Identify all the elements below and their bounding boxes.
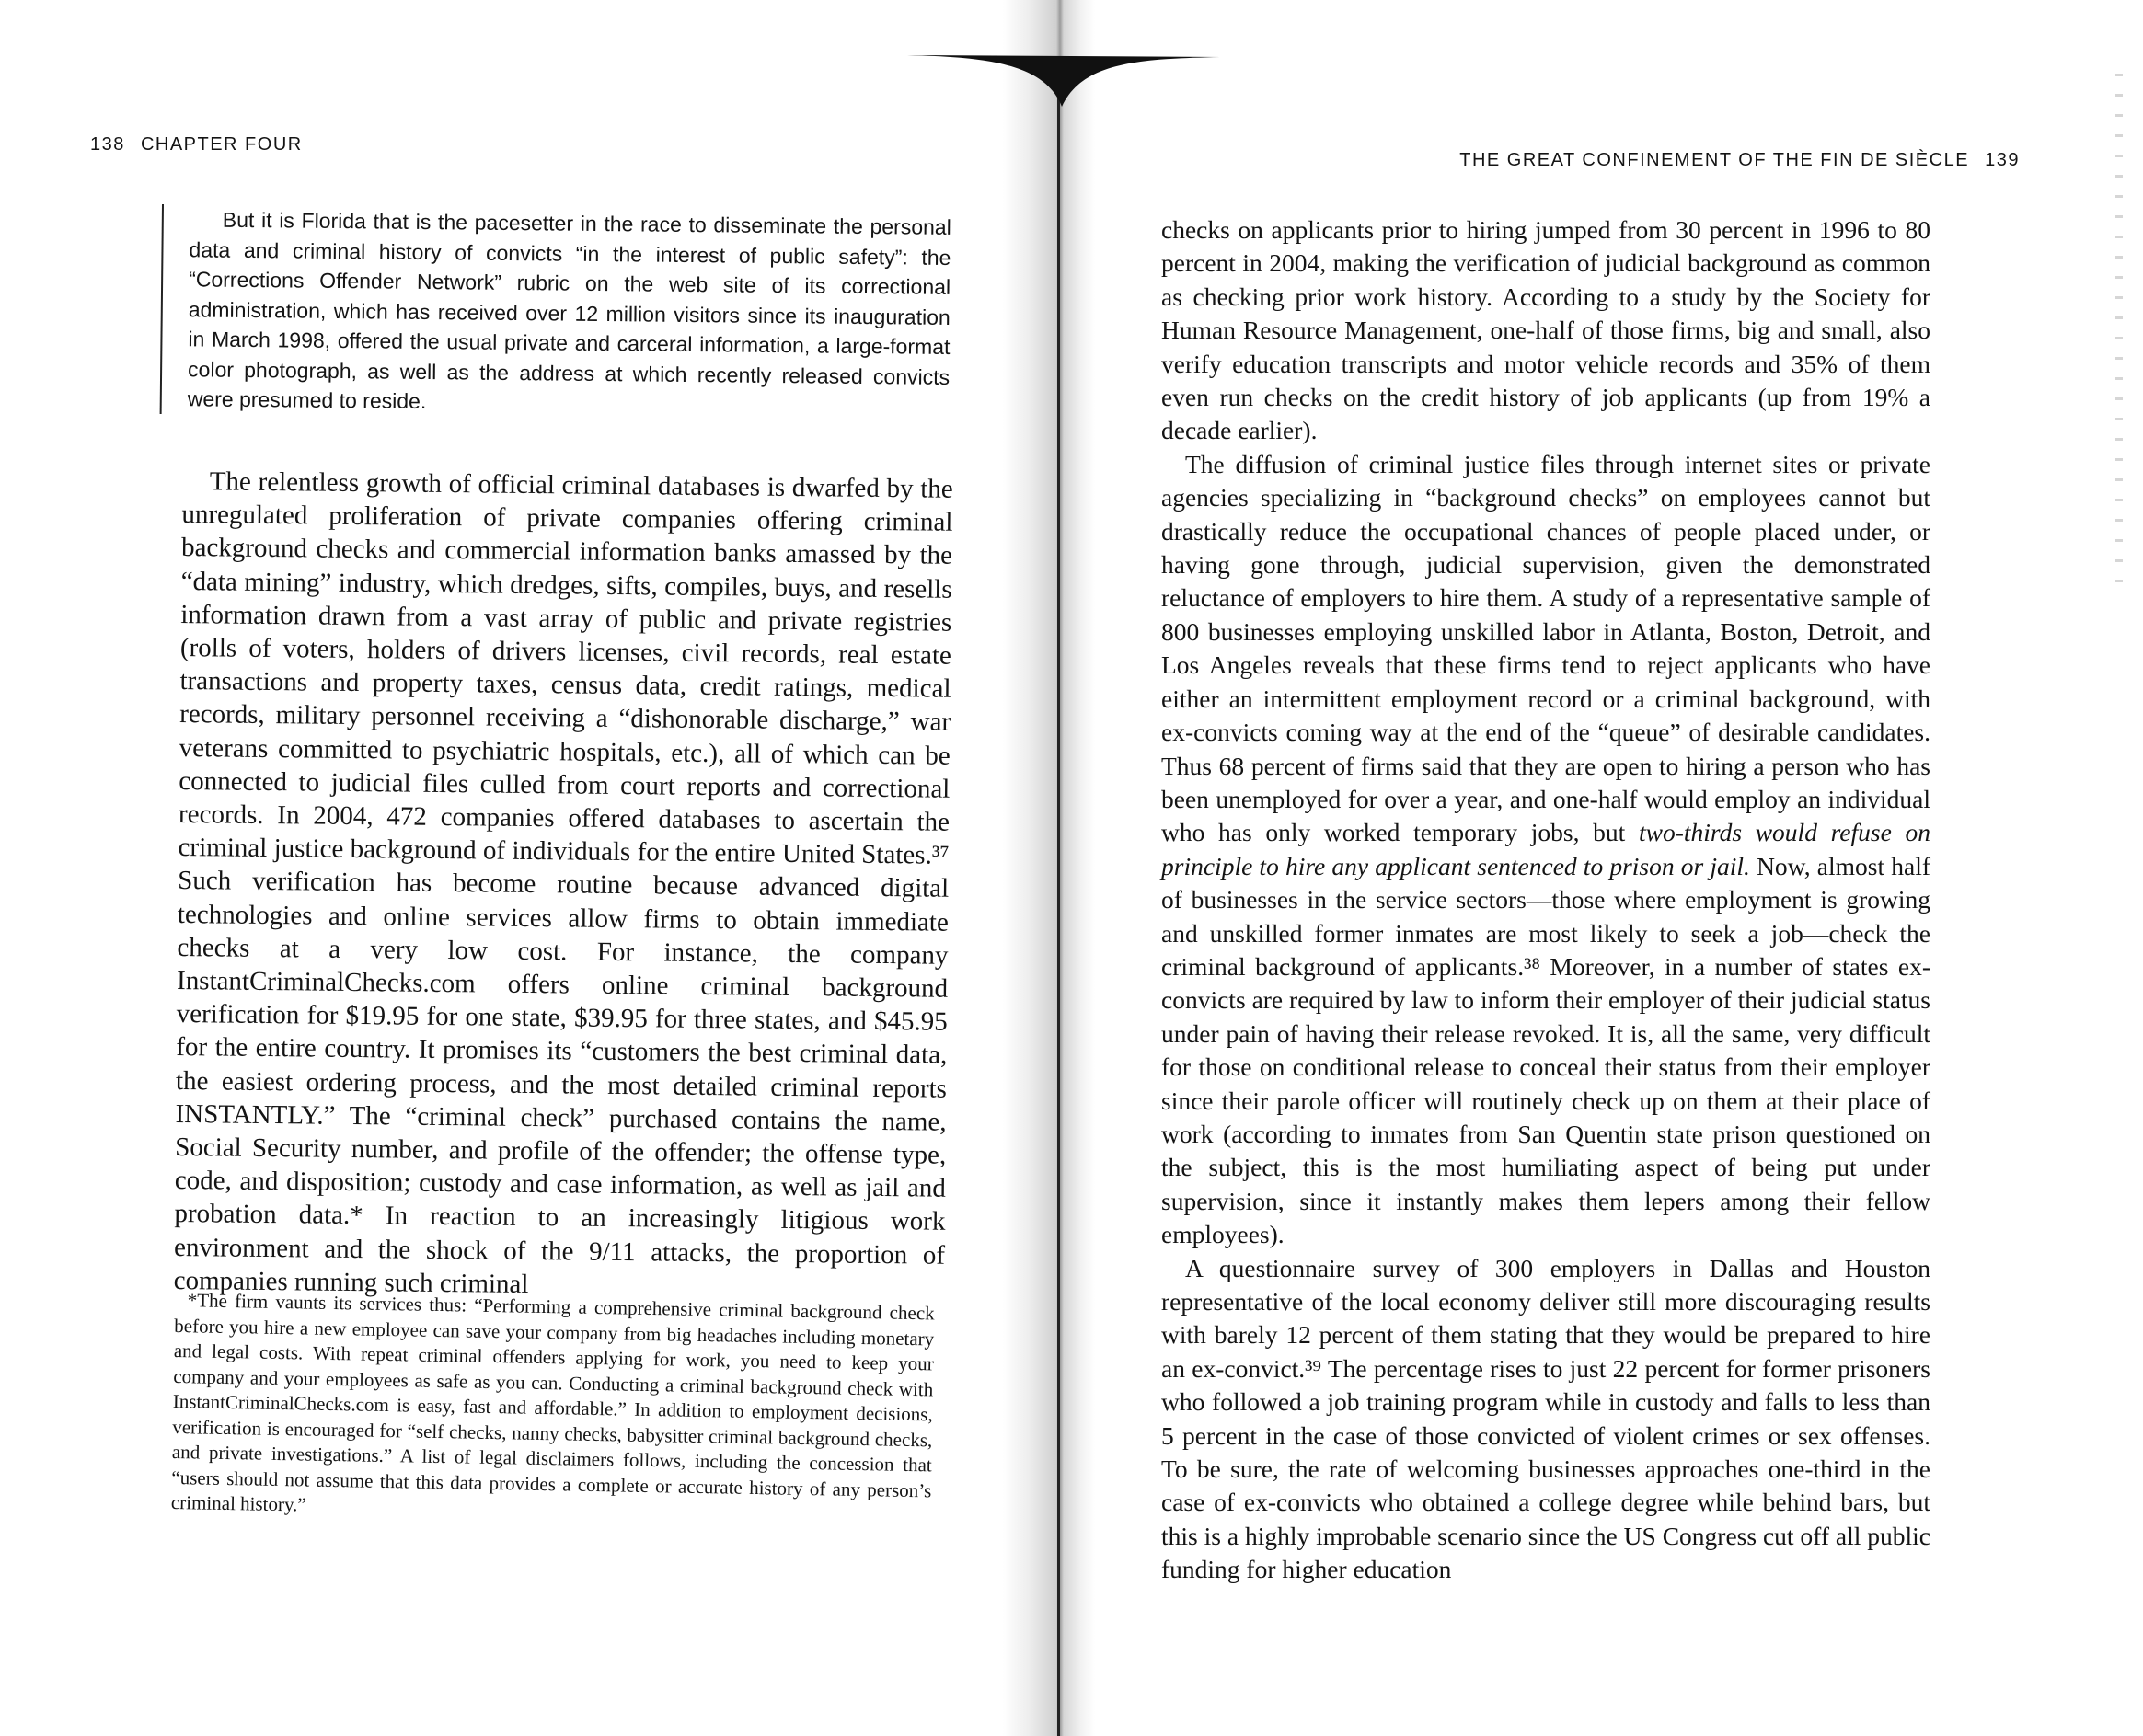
left-body-text: The relentless growth of official criminal databases is dwarfed by the unregulated proliferation of private companies offering criminal background checks and commercial information banks amassed by the “data mining” industry, which dredges, sifts, compiles, buys, and resells information drawn from a vast array of public and private registries (rolls of voters, holders of drivers licenses, civil records, real estate transactions and property taxes, census data, credit ratings, medical records, military personnel receiving a “dishonorable discharge,” war veterans committed to psychiatric hospitals, etc.), all of which can be connected to judicial files culled from court reports and correctional records. In 2004, 472 companies offered databases to ascertain the criminal justice background of individuals for the entire United States.³⁷ Such verification has become routine because advanced digital technologies and online services allow firms to obtain immediate checks at a very low cost. For instance, the company InstantCriminalChecks.com offers online criminal background verification for $19.95 for one state, $39.95 for three states, and $45.95 for the entire country. It promises its “customers the best criminal data, the easiest ordering process, and the most detailed criminal reports INSTANTLY.” The “criminal check” purchased contains the name, Social Security number, and profile of the offender; the offense type, code, and disposition; custody and case information, as well as jail and probation data.* In reaction to an increasingly litigious work environment and the shock of the 9/11 attacks, the proportion of companies running such criminal — [173, 466, 953, 1299]
right-page-number: 139 — [1985, 150, 2020, 170]
book-gutter-line — [1057, 79, 1060, 1736]
left-running-head: CHAPTER FOUR — [140, 134, 303, 155]
right-body-text — [1161, 213, 1930, 1587]
left-page — [0, 0, 1012, 1736]
paragraph-text: Now, almost half of businesses in the service sectors—those where employment is growing and unskilled former inmates are most likely to seek a job—check the criminal background of applicants.³⁸ Moreover, in a number of states ex-convicts are required by law to inform their employer of their judicial status under pain of having their release revoked. It is, all the same, very difficult for those on conditional release to conceal their status from their employer since their parole officer will routinely check up on them at their place of work (according to inmates from San Quentin state prison questioned on the subject, this is the most humiliating aspect of being put under supervision, since it instantly makes them lepers among their fellow employees). — [1161, 851, 1930, 1249]
left-page-header — [90, 134, 303, 155]
emphasis-text: two-thirds would refuse on principle to hire any applicant sentenced to prison or jail. — [1161, 818, 1930, 880]
left-page-number: 138 — [90, 134, 125, 155]
page-edge-marks — [2115, 74, 2123, 589]
paragraph — [1161, 448, 1930, 1252]
paragraph: checks on applicants prior to hiring jumped from 30 percent in 1996 to 80 percent in 2004, making the verification of judicial background as common as checking prior work history. According to a study by the Society for Human Resource Management, one-half of those firms, big and small, also verify education transcripts and motor vehicle records and 35% of them even run checks on the credit history of job applicants (up from 19% a decade earlier). — [1161, 215, 1930, 445]
block-quote: But it is Florida that is the pacesetter in the race to disseminate the personal data and criminal history of convicts “in the interest of public safety”: the “Corrections Offender Network” rubric on the web site of its correctional administration, which has received over 12 million visitors since its inauguration in March 1998, offered the usual private and carceral information, a large-format color photograph, as well as the address at which recently released convicts were presumed to reside. — [160, 204, 951, 421]
right-page-header — [1459, 150, 2020, 171]
paragraph-text: The diffusion of criminal justice files through internet sites or private agencies specializing in “background checks” on employees cannot but drastically reduce the occupational chances of people placed under, or having gone through, judicial supervision, given the demonstrated reluctance of employers to hire them. A study of a representative sample of 800 businesses employing unskilled labor in Atlanta, Boston, Detroit, and Los Angeles reveals that these firms tend to reject applicants who have either an intermittent employment record or a criminal background, with ex-convicts coming way at the end of the “queue” of desirable candidates. Thus 68 percent of firms said that they are open to hiring a person who has been unemployed for over a year, and one-half would employ an individual who has only worked temporary jobs, but — [1161, 449, 1930, 847]
right-running-head: THE GREAT CONFINEMENT OF THE FIN DE SIÈCLE — [1459, 150, 1970, 170]
paragraph: A questionnaire survey of 300 employers in Dallas and Houston representative of the local economy deliver still more discouraging results with barely 12 percent of them stating that they would be prepared to hire an ex-convict.³⁹ The percentage rises to just 22 percent for former prisoners who followed a job training program while in custody and falls to less than 5 percent in the case of those convicted of violent crimes or sex offenses. To be sure, the rate of welcoming businesses approaches one-third in the case of ex-convicts who obtained a college degree while behind bars, but this is a highly improbable scenario since the US Congress cut off all public funding for higher education — [1161, 1253, 1930, 1584]
footnote: *The firm vaunts its services thus: “Performing a comprehensive criminal background check before you hire a new employee can save your company from big headaches including monetary and legal costs. With repeat criminal offenders applying for work, you need to keep your company and your employees as safe as you can. Conducting a criminal background check with InstantCriminalChecks.com is easy, fast and affordable.” In addition to employment decisions, verification is encouraged for “self checks, nanny checks, babysitter criminal background checks, and private investigations.” A list of legal disclaimers follows, including the concession that “users should not assume that this data provides a complete or accurate history of any person’s criminal history.” — [170, 1289, 935, 1516]
